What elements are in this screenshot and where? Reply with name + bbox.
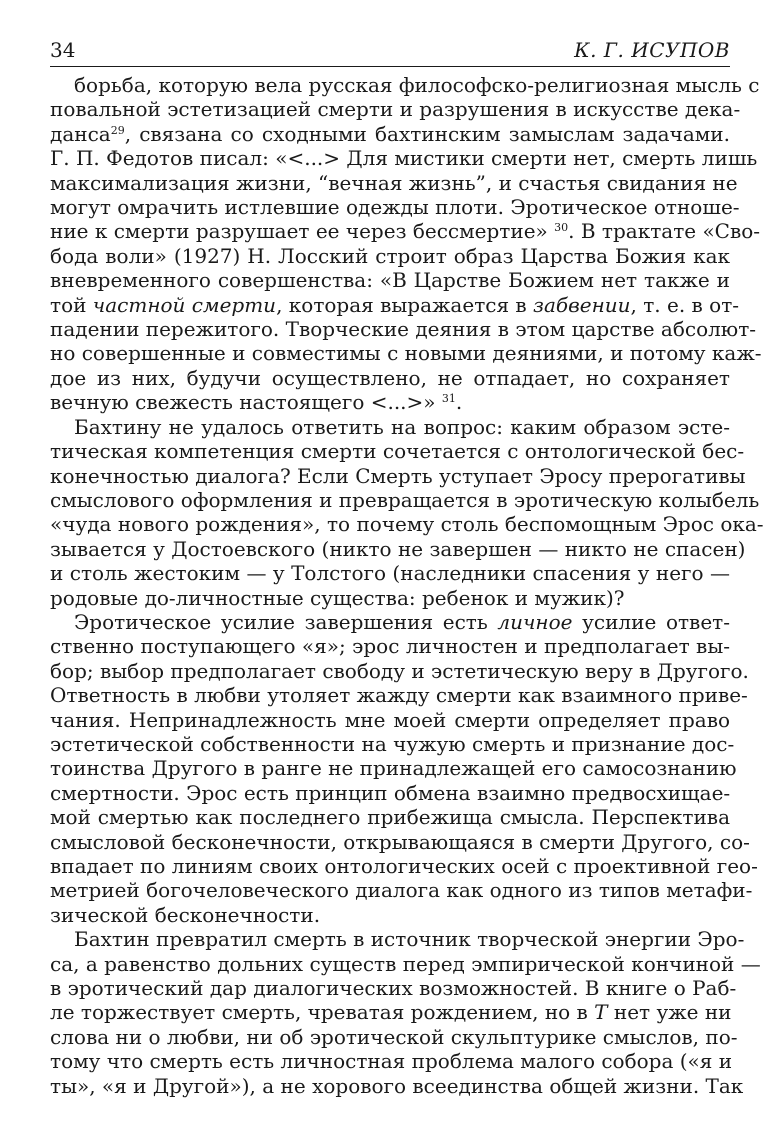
text-line: впадает по линиям своих онтологических осей с проективной гео- xyxy=(50,854,758,878)
text-line: вневременного совершенства: «В Царстве Божием нет также и xyxy=(50,268,730,293)
text-line: ственно поступающего «я»; эрос личностен и предполагает вы- xyxy=(50,634,730,659)
text-line: эстетической собственности на чужую смерть и признание дос- xyxy=(50,731,735,756)
text-line: са, а равенство дольних существ перед эмпирической кончиной — xyxy=(50,951,761,976)
text-line: Бахтин превратил смерть в источник творческой энергии Эро- xyxy=(74,927,745,952)
body-text xyxy=(50,73,764,1098)
paragraph xyxy=(50,927,761,1098)
footnote-ref: 30 xyxy=(554,221,569,235)
text-line: бор; выбор предполагает свободу и эстетическую веру в Другого. xyxy=(50,658,749,683)
text-line: падении пережитого. Творческие деяния в этом царстве абсолют- xyxy=(50,317,757,342)
text-line: мой смертью как последнего прибежища смысла. Перспектива xyxy=(50,805,730,830)
paragraph xyxy=(50,414,764,610)
text-line: «чуда нового рождения», то почему столь беспомощным Эрос ока- xyxy=(50,512,764,537)
text-line: Г. П. Федотов писал: «<...> Для мистики смерти нет, смерть лишь xyxy=(50,146,758,171)
text-line: тому что смерть есть личностная проблема малого собора («я и xyxy=(50,1049,733,1074)
text-line: слова ни о любви, ни об эротической скульптурике смыслов, по- xyxy=(50,1024,738,1049)
italic-text: забвении xyxy=(533,292,631,317)
text-line: данса$^{29}$, связана со сходными бахтинским замыслам задачами. xyxy=(50,121,730,146)
text-line: ты», «я и Другой»), а не хорового всеединства общей жизни. Так xyxy=(50,1073,744,1098)
running-head: К. Г. ИСУПОВ xyxy=(574,38,730,62)
text-line: бода воли» (1927) Н. Лосский строит образ Царства Божия как xyxy=(50,243,730,268)
text-line: Бахтину не удалось ответить на вопрос: каким образом эсте- xyxy=(74,414,730,439)
text-line: в эротический дар диалогических возможностей. В книге о Раб- xyxy=(50,976,737,1001)
text-line: зической бесконечности. xyxy=(50,902,321,927)
text-line: могут омрачить истлевшие одежды плоти. Эротическое отноше- xyxy=(50,195,740,220)
italic-text: частной смерти xyxy=(92,292,277,317)
text-line: вечную свежесть настоящего <...>» $^{31}$. xyxy=(50,390,463,415)
footnote-ref: 29 xyxy=(110,123,125,137)
italic-text: Т xyxy=(594,1000,608,1025)
text-line: той частной смерти, которая выражается в забвении, т. е. в от- xyxy=(50,292,740,317)
text-line: и столь жестоким — у Толстого (наследники спасения у него — xyxy=(50,561,730,586)
text-line: чания. Непринадлежность мне моей смерти определяет право xyxy=(50,707,730,732)
page-number: 34 xyxy=(50,38,76,62)
text-line: метрией богочеловеческого диалога как одного из типов метафи- xyxy=(50,878,753,903)
text-line: максимализация жизни, “вечная жизнь”, и счастья свидания не xyxy=(50,170,738,195)
text-line: смысловой бесконечности, открывающаяся в смерти Другого, со- xyxy=(50,829,750,854)
page xyxy=(50,36,764,1098)
text-line: родовые до-личностные существа: ребенок и мужик)? xyxy=(50,585,625,610)
text-line: смертности. Эрос есть принцип обмена взаимно предвосхищае- xyxy=(50,780,731,805)
text-line: дое из них, будучи осуществлено, не отпадает, но сохраняет xyxy=(50,365,730,390)
text-line: смыслового оформления и превращается в эротическую колыбель xyxy=(50,487,760,512)
text-line: ле торжествует смерть, чреватая рождением, но в Т нет уже ни xyxy=(50,1000,732,1025)
text-line: ние к смерти разрушает ее через бессмертие» $^{30}$. В трактате «Сво- xyxy=(50,219,761,244)
paragraph xyxy=(50,73,762,415)
page-header xyxy=(50,36,730,67)
footnote-ref: 31 xyxy=(441,392,456,406)
text-line: повальной эстетизацией смерти и разрушения в искусстве дека- xyxy=(50,97,741,122)
text-line: но совершенные и совместимы с новыми деяниями, и потому каж- xyxy=(50,341,762,366)
text-line: тоинства Другого в ранге не принадлежащей его самосознанию xyxy=(50,756,737,781)
text-line: Ответность в любви утоляет жажду смерти как взаимного приве- xyxy=(50,683,748,708)
text-line: борьба, которую вела русская философско-религиозная мысль с xyxy=(74,73,760,97)
text-line: тическая компетенция смерти сочетается с онтологической бес- xyxy=(50,439,745,464)
italic-text: личное xyxy=(497,609,573,634)
text-line: Эротическое усилие завершения есть личное усилие ответ- xyxy=(74,609,730,634)
text-line: зывается у Достоевского (никто не завершен — никто не спасен) xyxy=(50,536,746,561)
paragraph xyxy=(50,609,758,927)
text-line: конечностью диалога? Если Смерть уступает Эросу прерогативы xyxy=(50,463,746,488)
